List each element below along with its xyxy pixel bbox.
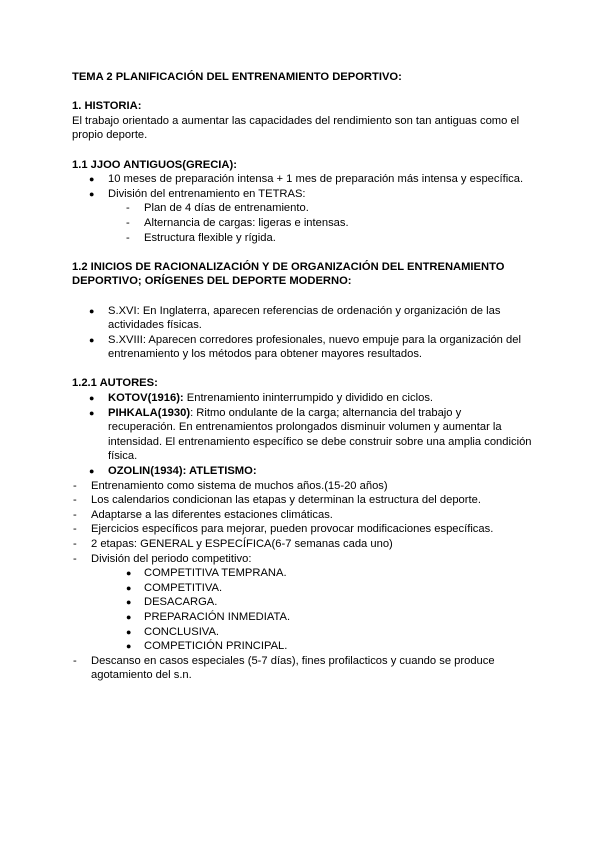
authors-list: [72, 391, 532, 479]
author-name: KOTOV(1916):: [108, 392, 184, 405]
dash-marker: -: [73, 494, 77, 507]
bullet-marker: ●: [89, 393, 95, 404]
author-name: PIHKALA(1930): [108, 406, 191, 419]
dash-item: - División del periodo competitivo:: [73, 552, 252, 565]
dash-item: - Entrenamiento como sistema de muchos años.(15-20 años): [73, 479, 388, 492]
author-item: [72, 464, 532, 479]
dash-marker: -: [73, 654, 77, 667]
document-title: TEMA 2 PLANIFICACIÓN DEL ENTRENAMIENTO DEPORTIVO:: [72, 71, 402, 83]
section-1-2-heading: 1.2 INICIOS DE RACIONALIZACIÓN Y DE ORGANIZACIÓN DEL ENTRENAMIENTO DEPORTIVO; ORÍGENES DEL DEPORTE MODERNO:: [72, 260, 505, 288]
ozolin-list: [72, 479, 532, 683]
bullet-marker: ●: [89, 174, 95, 185]
section-1-heading: 1. HISTORIA:: [72, 100, 142, 113]
bullet-marker: ●: [126, 641, 132, 652]
sub-list-item: - Estructura flexible y rígida.: [126, 231, 276, 244]
list-item: ● S.XVI: En Inglaterra, aparecen referencias de ordenación y organización de las actividades físicas.: [89, 304, 501, 332]
dash-item: - Descanso en casos especiales (5-7 días), fines profilacticos y cuando se produce agotamiento del s.n.: [73, 654, 495, 682]
period-item: ● PREPARACIÓN INMEDIATA.: [126, 610, 291, 623]
dash-marker: -: [73, 552, 77, 565]
section-1-1-list: [72, 172, 532, 245]
section-1-2-1-heading: 1.2.1 AUTORES:: [72, 377, 158, 390]
dash-marker: -: [73, 523, 77, 536]
period-item: ● COMPETITIVA.: [126, 581, 223, 594]
dash-marker: -: [126, 216, 130, 229]
bullet-marker: ●: [89, 466, 95, 477]
list-item: ● S.XVIII: Aparecen corredores profesionales, nuevo empuje para la organización del entrenamiento y los métodos para obtener mayores resultados.: [89, 333, 521, 361]
bullet-marker: ●: [126, 626, 132, 637]
list-item: ● 10 meses de preparación intensa + 1 mes de preparación más intensa y específica.: [89, 173, 524, 186]
author-name: OZOLIN(1934): ATLETISMO:: [108, 465, 257, 478]
dash-marker: -: [126, 231, 130, 244]
author-item: ● KOTOV(1916): Entrenamiento ininterrumpido y dividido en ciclos.: [89, 392, 434, 405]
period-item: ● COMPETITIVA TEMPRANA.: [126, 567, 287, 580]
section-1-2-list: [72, 304, 532, 362]
dash-marker: -: [73, 508, 77, 521]
bullet-marker: ●: [89, 407, 95, 418]
dash-marker: -: [73, 538, 77, 550]
bullet-marker: ●: [126, 597, 132, 608]
bullet-marker: ●: [89, 305, 95, 316]
bullet-marker: ●: [126, 582, 132, 593]
bullet-marker: ●: [89, 334, 95, 345]
period-item: ● COMPETICIÓN PRINCIPAL.: [126, 640, 288, 653]
dash-item: - 2 etapas: GENERAL y ESPECÍFICA(6-7 semanas cada uno): [73, 538, 393, 550]
author-item: ● PIHKALA(1930): Ritmo ondulante de la carga; alternancia del trabajo y recuperación. En entrenamientos prolongados disminuir volumen y aumentar la intensidad. El entrenamiento específico se debe construir sobre una amplia condición física.: [89, 406, 532, 463]
dash-item: - Ejercicios específicos para mejorar, pueden provocar modificaciones específicas.: [73, 523, 494, 536]
period-item: ● CONCLUSIVA.: [126, 625, 220, 638]
period-item: ● DESACARGA.: [126, 596, 218, 609]
section-1-text: El trabajo orientado a aumentar las capacidades del rendimiento son tan antiguas como el propio deporte.: [72, 114, 520, 142]
document-page: [72, 70, 532, 683]
dash-item: - Adaptarse a las diferentes estaciones climáticas.: [73, 508, 333, 521]
bullet-marker: ●: [126, 611, 132, 622]
sub-list-item: - Alternancia de cargas: ligeras e intensas.: [126, 216, 349, 229]
sub-list-item: - Plan de 4 días de entrenamiento.: [126, 202, 309, 215]
dash-item: - Los calendarios condicionan las etapas y determinan la estructura del deporte.: [73, 494, 481, 507]
list-item: ● División del entrenamiento en TETRAS:: [89, 187, 306, 200]
bullet-marker: ●: [89, 188, 95, 199]
section-1-1-heading: 1.1 JJOO ANTIGUOS(GRECIA):: [72, 158, 237, 171]
dash-marker: -: [73, 479, 77, 492]
bullet-marker: ●: [126, 568, 132, 579]
dash-marker: -: [126, 202, 130, 215]
